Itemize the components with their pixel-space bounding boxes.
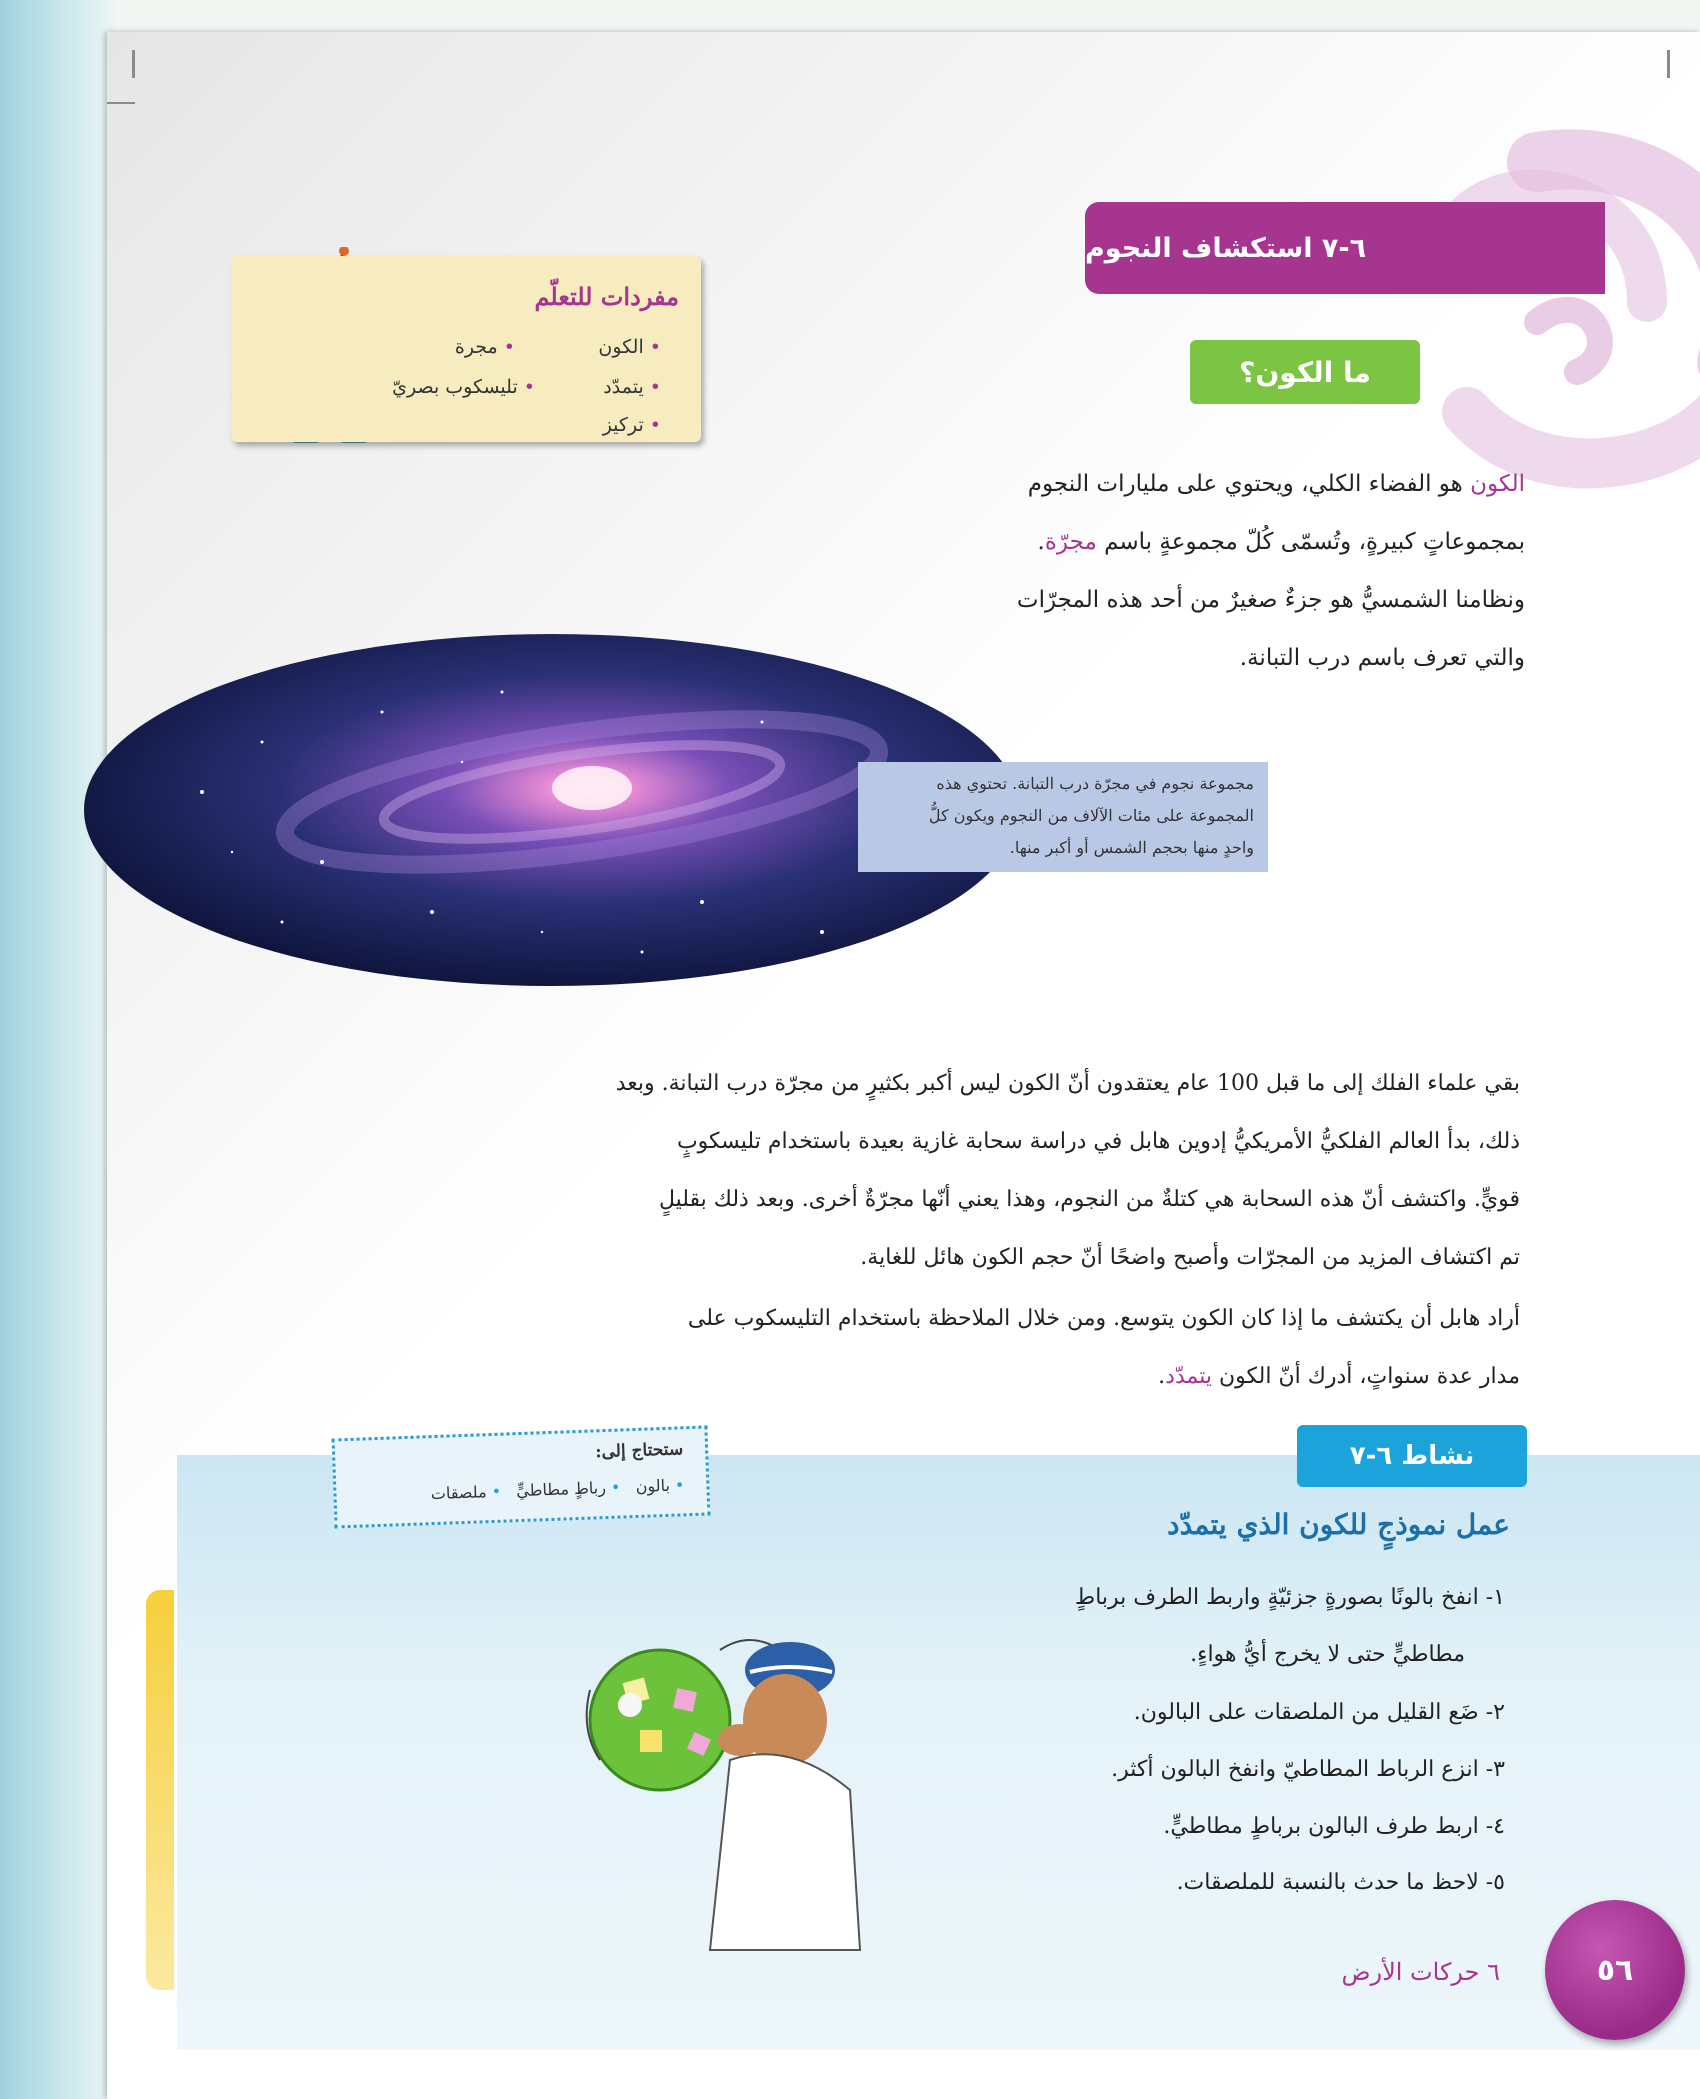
hubble-paragraph-1	[335, 1055, 1520, 1287]
lesson-title: ٦-٧ استكشاف النجوم	[1085, 232, 1367, 264]
materials-list	[430, 1475, 684, 1503]
activity-step: ٤- اربط طرف البالون برباطٍ مطاطيٍّ.	[1163, 1814, 1505, 1839]
paragraph-text: مدار عدة سنواتٍ، أدرك أنّ الكون	[1211, 1364, 1520, 1389]
caption-line: واحدٍ منها بحجم الشمس أو أكبر منها.	[1009, 838, 1254, 857]
crop-mark	[107, 102, 135, 104]
materials-box	[332, 1425, 711, 1528]
lesson-title-banner	[1085, 202, 1605, 294]
intro-text: هو الفضاء الكلي، ويحتوي على مليارات النجوم	[1027, 471, 1471, 497]
paragraph-text: .	[1158, 1364, 1166, 1389]
intro-line	[820, 513, 1525, 571]
vocabulary-term: • الكون	[598, 336, 661, 358]
caption-line: مجموعة نجوم في مجرّة درب التبانة. تحتوي هذه	[936, 774, 1254, 793]
crop-mark	[132, 50, 135, 78]
vocabulary-term: • تركيز	[603, 414, 661, 436]
image-caption	[858, 762, 1268, 872]
caption-line: المجموعة على مئات الآلاف من النجوم ويكون كلُّ	[928, 806, 1254, 825]
vocabulary-term: • يتمدّد	[603, 376, 661, 398]
intro-text: .	[1037, 529, 1045, 555]
activity-step: ٥- لاحظ ما حدث بالنسبة للملصقات.	[1176, 1870, 1505, 1895]
intro-line: ونظامنا الشمسيُّ هو جزءٌ صغيرٌ من أحد هذه المجرّات	[1016, 587, 1525, 613]
term-universe: الكون	[1470, 471, 1525, 497]
chapter-footer: ٦ حركات الأرض	[1341, 1958, 1500, 1986]
paragraph-line: أراد هابل أن يكتشف ما إذا كان الكون يتوسع. ومن خلال الملاحظة باستخدام التليسكوب على	[687, 1306, 1520, 1331]
activity-label-banner	[1297, 1425, 1527, 1487]
crop-mark	[1667, 50, 1670, 78]
page-number: ٥٦	[1596, 1952, 1634, 1988]
decorative-swirl	[1287, 122, 1700, 502]
activity-label: نشاط ٦-٧	[1349, 1441, 1475, 1471]
intro-text: بمجموعاتٍ كبيرةٍ، وتُسمّى كُلّ مجموعةٍ باسم	[1096, 529, 1525, 555]
yellow-side-tab	[146, 1590, 174, 1990]
section-question: ما الكون؟	[1239, 355, 1371, 389]
paragraph-line: تم اكتشاف المزيد من المجرّات وأصبح واضحًا أنّ حجم الكون هائل للغاية.	[860, 1245, 1520, 1270]
material-item: • بالون	[635, 1475, 684, 1496]
activity-step: ٢- ضَع القليل من الملصقات على البالون.	[1133, 1700, 1505, 1725]
intro-line	[820, 455, 1525, 513]
activity-step: ١- انفخ بالونًا بصورةٍ جزئيّةٍ واربط الطرف برباطٍ	[1074, 1585, 1505, 1610]
activity-step: ٣- انزع الرباط المطاطيّ وانفخ البالون أكثر.	[1111, 1757, 1505, 1782]
section-heading	[1190, 340, 1420, 404]
material-item: • رباطٍ مطاطيٍّ	[516, 1478, 621, 1501]
material-item: • ملصقات	[430, 1482, 501, 1503]
paragraph-line	[335, 1348, 1520, 1406]
materials-title: ستحتاج إلى:	[594, 1439, 684, 1463]
intro-line: والتي تعرف باسم درب التبانة.	[1239, 645, 1525, 671]
term-expands: يتمدّد	[1165, 1364, 1212, 1389]
vocabulary-term: • تليسكوب بصريّ	[392, 376, 535, 398]
paragraph-line: ذلك، بدأ العالم الفلكيُّ الأمريكيُّ إدوين هابل في دراسة سحابة غازية بعيدة باستخدام تليسكوبٍ	[676, 1129, 1520, 1154]
activity-title: عمل نموذجٍ للكون الذي يتمدّد	[1167, 1508, 1510, 1541]
page-number-badge	[1545, 1900, 1685, 2040]
vocabulary-title: مفردات للتعلّم	[534, 282, 679, 311]
vocabulary-term: • مجرة	[455, 336, 515, 358]
boy-balloon-illustration	[580, 1560, 880, 2000]
paragraph-line: بقي علماء الفلك إلى ما قبل 100 عام يعتقدون أنّ الكون ليس أكبر بكثيرٍ من مجرّة درب التبانة. وبعد	[615, 1071, 1520, 1096]
vocabulary-box	[231, 256, 701, 442]
paragraph-line: قويٍّ. واكتشف أنّ هذه السحابة هي كتلةٌ من النجوم، وهذا يعني أنّها مجرّةٌ أخرى. وبعد ذلك بقليلٍ	[658, 1187, 1520, 1212]
hubble-paragraph-2	[335, 1290, 1520, 1406]
term-galaxy: مجرّة	[1044, 529, 1097, 555]
activity-step: مطاطيٍّ حتى لا يخرج أيُّ هواءٍ.	[1190, 1642, 1465, 1667]
